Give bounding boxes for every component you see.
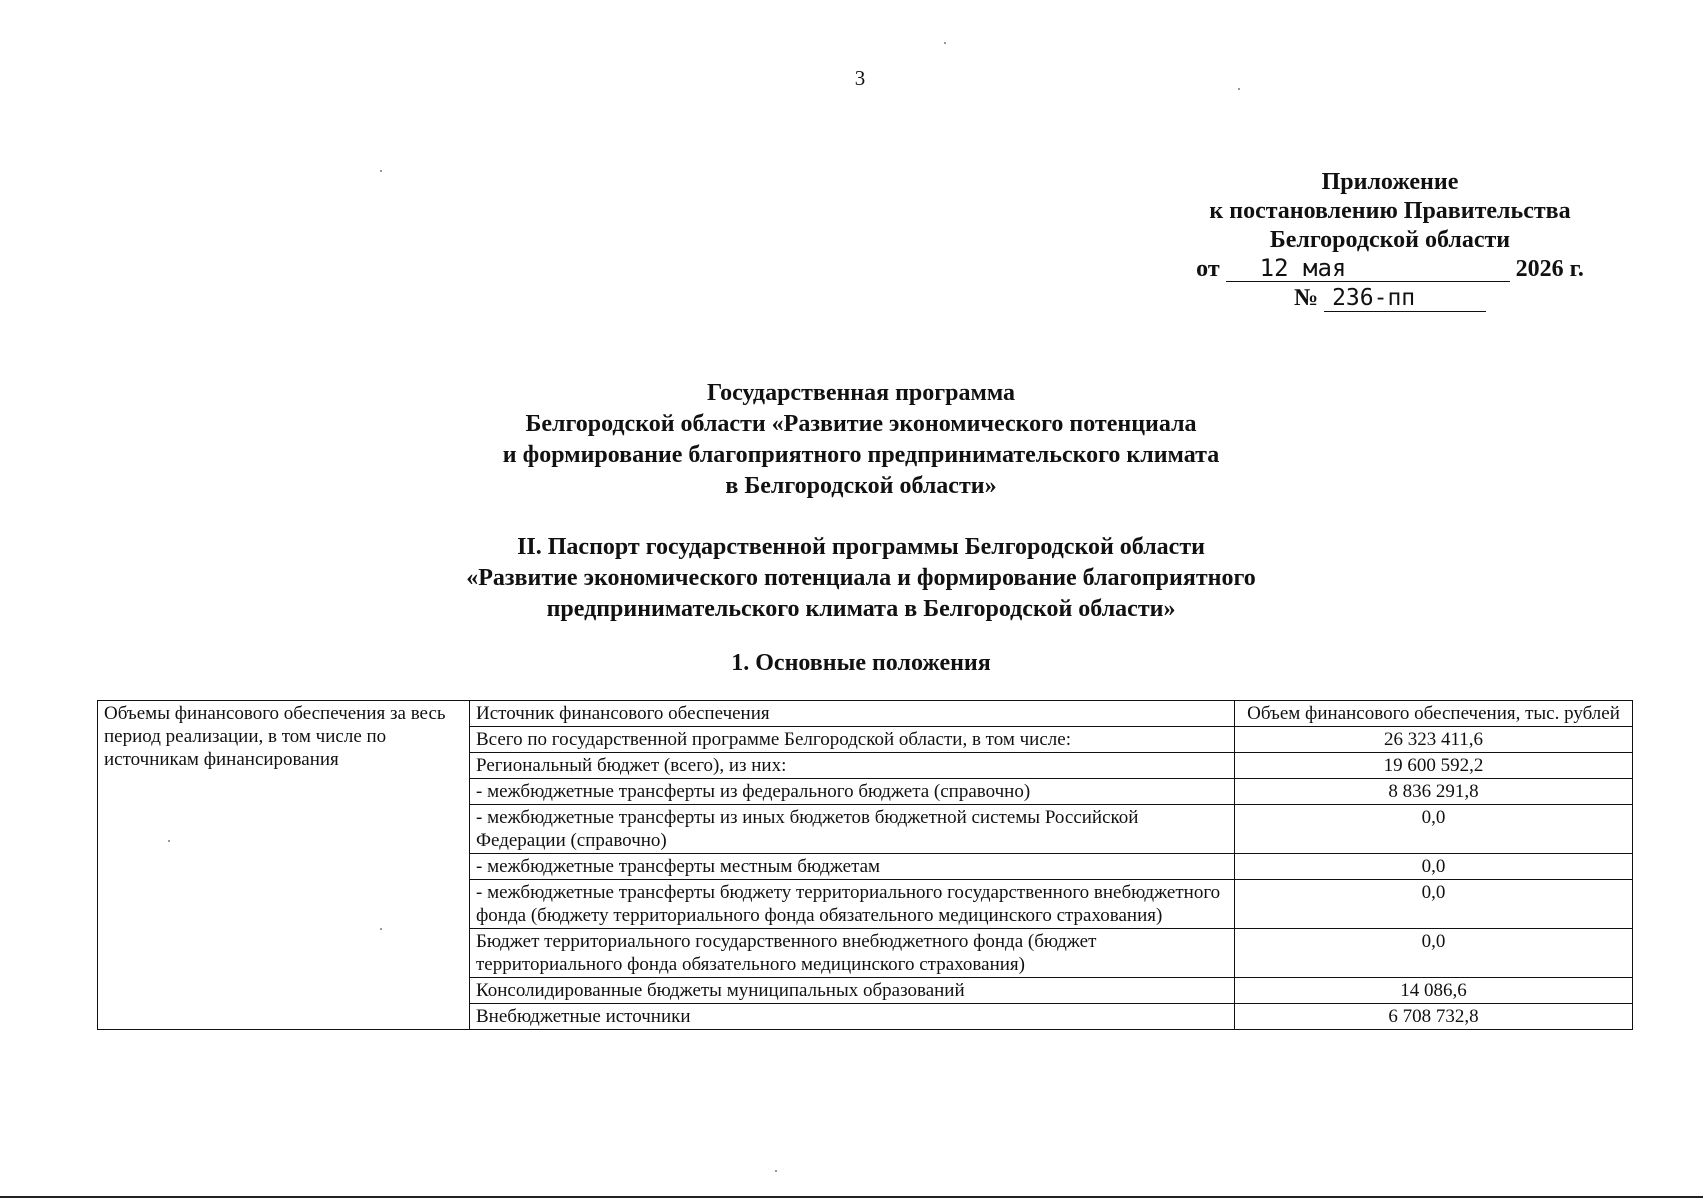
header-volume: Объем финансового обеспечения, тыс. рублей [1235, 701, 1633, 727]
scan-speck [775, 1170, 777, 1172]
row-value: 0,0 [1235, 854, 1633, 880]
passport-title-line: «Развитие экономического потенциала и формирование благоприятного [466, 565, 1256, 591]
row-value: 0,0 [1235, 929, 1633, 978]
row-source: - межбюджетные трансферты бюджету территориального государственного внебюджетного фонда (бюджету территориального фонда обязательного медицинского страхования) [470, 880, 1235, 929]
row-value: 19 600 592,2 [1235, 753, 1633, 779]
row-source: Внебюджетные источники [470, 1004, 1235, 1030]
annex-number-row [1190, 284, 1590, 313]
number-value: 236-пп [1324, 286, 1486, 312]
section-title: 1. Основные положения [731, 650, 991, 676]
row-source: - межбюджетные трансферты из иных бюджетов бюджетной системы Российской Федерации (справочно) [470, 805, 1235, 854]
annex-date-row [1190, 255, 1590, 284]
row-source: Бюджет территориального государственного внебюджетного фонда (бюджет территориального фонда обязательного медицинского страхования) [470, 929, 1235, 978]
program-title-line: в Белгородской области» [725, 473, 997, 499]
table-header-row [98, 701, 1633, 727]
scan-speck [1238, 88, 1240, 90]
row-source: - межбюджетные трансферты местным бюджетам [470, 854, 1235, 880]
page-number: 3 [854, 66, 866, 90]
scan-speck [168, 840, 170, 842]
annex-title: Приложение [1321, 169, 1459, 195]
date-prefix: от [1196, 256, 1220, 282]
row-value: 0,0 [1235, 805, 1633, 854]
row-source: Всего по государственной программе Белгородской области, в том числе: [470, 727, 1235, 753]
program-title-line: Государственная программа [706, 380, 1016, 406]
row-source: Региональный бюджет (всего), из них: [470, 753, 1235, 779]
program-title [0, 378, 1703, 625]
passport-title-line: II. Паспорт государственной программы Белгородской области [517, 534, 1205, 560]
scan-speck [944, 42, 946, 44]
scan-speck [380, 170, 382, 172]
row-source: Консолидированные бюджеты муниципальных образований [470, 978, 1235, 1004]
annex-line-2: Белгородской области [1269, 227, 1511, 253]
date-value: 12 мая [1226, 256, 1510, 282]
scan-speck [380, 928, 382, 930]
row-value: 0,0 [1235, 880, 1633, 929]
program-title-line: и формирование благоприятного предпринимательского климата [502, 442, 1220, 468]
header-source: Источник финансового обеспечения [470, 701, 1235, 727]
financing-table [97, 700, 1633, 1030]
row-value: 8 836 291,8 [1235, 779, 1633, 805]
number-prefix: № [1293, 285, 1319, 311]
row-value: 26 323 411,6 [1235, 727, 1633, 753]
annex-line-1: к постановлению Правительства [1209, 198, 1571, 224]
row-value: 6 708 732,8 [1235, 1004, 1633, 1030]
scan-edge-line [0, 1196, 1703, 1198]
financing-label-cell: Объемы финансового обеспечения за весь период реализации, в том числе по источникам финансирования [98, 701, 470, 1030]
row-value: 14 086,6 [1235, 978, 1633, 1004]
row-source: - межбюджетные трансферты из федерального бюджета (справочно) [470, 779, 1235, 805]
date-suffix: 2026 г. [1515, 256, 1584, 282]
program-title-line: Белгородской области «Развитие экономического потенциала [525, 411, 1197, 437]
passport-title-line: предпринимательского климата в Белгородской области» [546, 596, 1176, 622]
annex-stamp [1190, 168, 1590, 313]
